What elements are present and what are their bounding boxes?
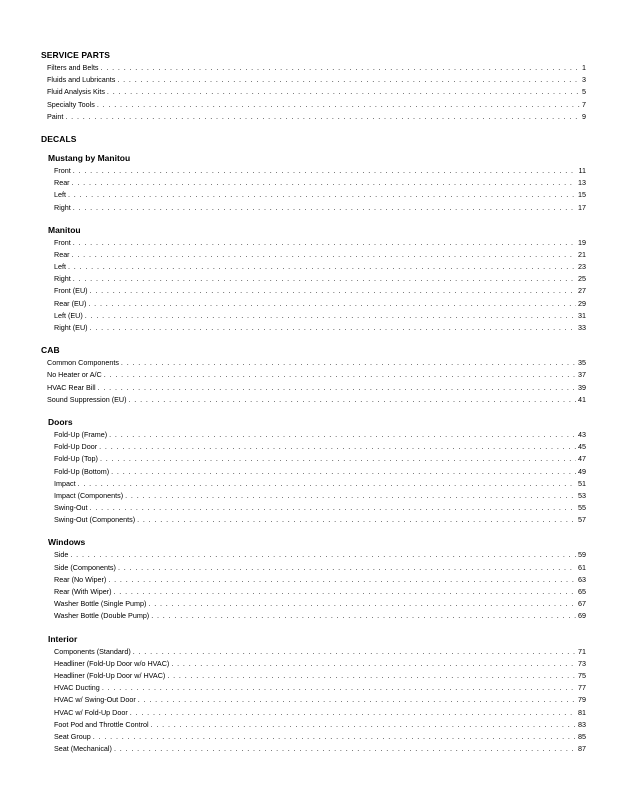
toc-entry-page-number: 77: [578, 683, 586, 693]
toc-entry[interactable]: [41, 298, 586, 310]
toc-entry[interactable]: [41, 670, 586, 682]
toc-entry-page-number: 21: [578, 249, 586, 259]
toc-entry-page-number: 7: [582, 99, 586, 109]
toc-entry-label: Impact: [54, 478, 76, 488]
toc-subsection: [41, 152, 586, 214]
dot-leader: [111, 466, 576, 478]
toc-entry-page-number: 25: [578, 274, 586, 284]
toc-entry-page-number: 39: [578, 382, 586, 392]
toc-entry-label: Right (EU): [54, 323, 88, 332]
toc-entry-label: Left (EU): [54, 310, 83, 320]
toc-entry-page-number: 57: [578, 515, 586, 525]
dot-leader: [72, 249, 576, 261]
toc-entry-page-number: 75: [578, 670, 586, 680]
toc-entry-page-number: 83: [578, 719, 586, 729]
toc-entry-page-number: 65: [578, 587, 586, 596]
toc-entry-label: Specialty Tools: [47, 99, 95, 109]
dot-leader: [104, 369, 576, 381]
toc-entry-page-number: 35: [578, 358, 586, 368]
toc-entry-label: Sound Suppression (EU): [47, 394, 127, 404]
toc-entry-page-number: 73: [578, 658, 586, 668]
toc-entry-page-number: 85: [578, 731, 586, 741]
toc-section: [41, 49, 586, 123]
toc-entry-label: Fluids and Lubricants: [47, 75, 116, 85]
toc-entry-page-number: 69: [578, 611, 586, 621]
toc-entry-label: Swing-Out: [54, 503, 88, 513]
toc-entry-page-number: 53: [578, 490, 586, 500]
dot-leader: [114, 743, 576, 755]
toc-entry-page-number: 15: [578, 190, 586, 200]
toc-entry[interactable]: [41, 441, 586, 453]
toc-entry[interactable]: [41, 562, 586, 574]
toc-entry[interactable]: [41, 514, 586, 526]
toc-entry-label: HVAC Ducting: [54, 683, 100, 693]
toc-entry[interactable]: [41, 731, 586, 743]
toc-entry-label: Rear (No Wiper): [54, 574, 107, 584]
dot-leader: [118, 562, 576, 574]
dot-leader: [138, 694, 576, 706]
toc-entry-page-number: 27: [578, 286, 586, 296]
toc-entry-page-number: 11: [578, 165, 586, 175]
dot-leader: [167, 670, 576, 682]
dot-leader: [73, 202, 576, 214]
dot-leader: [93, 731, 576, 743]
dot-leader: [114, 586, 576, 598]
toc-entry[interactable]: [41, 202, 586, 214]
dot-leader: [171, 658, 576, 670]
subsection-heading: Manitou: [48, 224, 81, 235]
section-heading: SERVICE PARTS: [41, 50, 111, 60]
toc-entry-page-number: 17: [578, 202, 586, 212]
toc-entry[interactable]: [41, 394, 586, 406]
toc-entry-label: Front: [54, 165, 71, 175]
toc-entry-label: Fold-Up (Top): [54, 454, 98, 464]
toc-entry[interactable]: [41, 502, 586, 514]
toc-entry[interactable]: [41, 707, 586, 719]
toc-entry[interactable]: [41, 429, 586, 441]
toc-subsection: [41, 633, 586, 756]
subsection-heading: Mustang by Manitou: [48, 152, 131, 163]
toc-entry-label: Rear (EU): [54, 298, 87, 308]
toc-entry-label: Filters and Belts: [47, 63, 99, 72]
toc-entry-page-number: 19: [578, 237, 586, 247]
toc-entry-label: Components (Standard): [54, 646, 131, 656]
toc-entry-page-number: 63: [578, 574, 586, 584]
toc-entry-page-number: 87: [578, 744, 586, 754]
dot-leader: [121, 357, 576, 369]
toc-entry-label: Fold-Up (Frame): [54, 429, 108, 439]
toc-entry[interactable]: [41, 719, 586, 731]
toc-entry-label: Washer Bottle (Single Pump): [54, 599, 147, 609]
toc-entry-label: Left: [54, 190, 66, 200]
toc-entry[interactable]: [41, 453, 586, 465]
dot-leader: [73, 237, 576, 249]
dot-leader: [130, 707, 576, 719]
toc-entry[interactable]: [41, 369, 586, 381]
toc-entry-page-number: 67: [578, 599, 586, 609]
toc-entry-label: Paint: [47, 111, 64, 121]
dot-leader: [100, 453, 576, 465]
toc-entry-label: No Heater or A/C: [47, 370, 102, 380]
toc-entry-page-number: 41: [578, 394, 586, 404]
toc-entry-label: Foot Pod and Throttle Control: [54, 719, 149, 729]
dot-leader: [107, 86, 580, 98]
toc-entry[interactable]: [41, 285, 586, 297]
toc-entry[interactable]: [41, 490, 586, 502]
dot-leader: [70, 549, 576, 561]
toc-entry[interactable]: [41, 261, 586, 273]
toc-entry[interactable]: [41, 743, 586, 755]
toc-entry-page-number: 29: [578, 298, 586, 308]
toc-entry-label: Front (EU): [54, 286, 88, 296]
dot-leader: [73, 165, 577, 177]
toc-entry-page-number: 3: [582, 75, 586, 85]
toc-entry-page-number: 31: [578, 310, 586, 320]
toc-section: [41, 344, 586, 755]
toc-entry[interactable]: [41, 74, 586, 86]
toc-entry-label: Right: [54, 202, 71, 212]
toc-entry[interactable]: [41, 62, 586, 74]
toc-entry-label: HVAC Rear Bill: [47, 382, 96, 392]
toc-entry-page-number: 45: [578, 442, 586, 452]
toc-entry-page-number: 47: [578, 454, 586, 464]
toc-entry[interactable]: [41, 165, 586, 177]
dot-leader: [68, 189, 576, 201]
dot-leader: [137, 514, 576, 526]
dot-leader: [102, 682, 576, 694]
toc-entry-label: Headliner (Fold-Up Door w/o HVAC): [54, 658, 170, 668]
dot-leader: [151, 610, 576, 622]
toc-entry-page-number: 37: [578, 370, 586, 380]
toc-subsection: [41, 224, 586, 335]
toc-entry-label: Side: [54, 550, 69, 560]
toc-entry-page-number: 51: [578, 478, 586, 488]
toc-entry-label: Common Components: [47, 358, 119, 368]
dot-leader: [85, 310, 576, 322]
toc-entry-page-number: 9: [582, 111, 586, 121]
toc-entry[interactable]: [41, 682, 586, 694]
toc-entry[interactable]: [41, 646, 586, 658]
toc-entry[interactable]: [41, 598, 586, 610]
dot-leader: [99, 441, 576, 453]
dot-leader: [68, 261, 576, 273]
toc-entry[interactable]: [41, 273, 586, 285]
dot-leader: [90, 502, 576, 514]
toc-entry-page-number: 33: [578, 323, 586, 332]
toc-entry-label: Fluid Analysis Kits: [47, 87, 105, 97]
toc-entry[interactable]: [41, 382, 586, 394]
toc-entry-label: Left: [54, 262, 66, 272]
toc-entry-page-number: 13: [578, 178, 586, 188]
dot-leader: [72, 177, 576, 189]
dot-leader: [101, 62, 580, 74]
toc-entry[interactable]: [41, 610, 586, 622]
toc-entry-label: Front: [54, 237, 71, 247]
dot-leader: [109, 429, 576, 441]
toc-subsection: [41, 536, 586, 622]
toc-entry-page-number: 23: [578, 262, 586, 272]
toc-entry-label: Seat (Mechanical): [54, 744, 112, 754]
toc-entry[interactable]: [41, 249, 586, 261]
toc-entry-label: Washer Bottle (Double Pump): [54, 611, 150, 621]
toc-entry-label: Impact (Components): [54, 490, 124, 500]
dot-leader: [125, 490, 576, 502]
toc-entry[interactable]: [41, 574, 586, 586]
toc-entry-label: HVAC w/ Swing-Out Door: [54, 695, 136, 705]
toc-entry-page-number: 59: [578, 550, 586, 560]
toc-entry[interactable]: [41, 99, 586, 111]
dot-leader: [117, 74, 580, 86]
toc-entry-page-number: 79: [578, 695, 586, 705]
toc-entry-page-number: 55: [578, 503, 586, 513]
subsection-heading: Windows: [48, 537, 86, 548]
toc-entry[interactable]: [41, 111, 586, 123]
toc-entry-label: Rear: [54, 178, 70, 188]
toc-entry-label: Rear (With Wiper): [54, 587, 112, 596]
section-heading: CAB: [41, 345, 60, 356]
toc-entry[interactable]: [41, 466, 586, 478]
toc-entry-page-number: 43: [578, 429, 586, 439]
toc-entry[interactable]: [41, 694, 586, 706]
toc-entry[interactable]: [41, 322, 586, 334]
toc-entry-page-number: 61: [578, 562, 586, 572]
toc-entry[interactable]: [41, 189, 586, 201]
toc-entry[interactable]: [41, 478, 586, 490]
dot-leader: [97, 99, 580, 111]
toc-entry-page-number: 1: [582, 63, 586, 72]
dot-leader: [108, 574, 576, 586]
toc-entry[interactable]: [41, 549, 586, 561]
toc-entry-label: Fold-Up (Bottom): [54, 466, 110, 476]
toc-entry[interactable]: [41, 586, 586, 598]
dot-leader: [90, 322, 576, 334]
toc-entry-page-number: 49: [578, 466, 586, 476]
dot-leader: [98, 382, 576, 394]
toc-entry[interactable]: [41, 177, 586, 189]
toc-entry-label: Seat Group: [54, 731, 91, 741]
toc-entry[interactable]: [41, 237, 586, 249]
dot-leader: [133, 646, 576, 658]
table-of-contents: [41, 49, 586, 755]
toc-entry[interactable]: [41, 357, 586, 369]
toc-entry-label: Swing-Out (Components): [54, 515, 136, 525]
dot-leader: [151, 719, 576, 731]
dot-leader: [65, 111, 580, 123]
subsection-heading: Doors: [48, 416, 73, 427]
dot-leader: [78, 478, 576, 490]
dot-leader: [88, 298, 576, 310]
toc-entry-page-number: 71: [578, 646, 586, 656]
toc-entry-label: Rear: [54, 249, 70, 259]
dot-leader: [73, 273, 576, 285]
dot-leader: [148, 598, 576, 610]
section-heading: DECALS: [41, 133, 77, 144]
dot-leader: [90, 285, 576, 297]
toc-entry-label: HVAC w/ Fold-Up Door: [54, 707, 128, 717]
toc-entry-label: Right: [54, 274, 71, 284]
dot-leader: [129, 394, 576, 406]
toc-entry-label: Fold-Up Door: [54, 442, 98, 452]
toc-entry-page-number: 5: [582, 87, 586, 97]
toc-entry-page-number: 81: [578, 707, 586, 717]
subsection-heading: Interior: [48, 633, 78, 644]
toc-entry[interactable]: [41, 310, 586, 322]
toc-entry[interactable]: [41, 658, 586, 670]
toc-subsection: [41, 416, 586, 527]
toc-entry-label: Side (Components): [54, 562, 116, 572]
toc-entry-label: Headliner (Fold-Up Door w/ HVAC): [54, 670, 166, 680]
toc-entry[interactable]: [41, 86, 586, 98]
toc-section: [41, 133, 586, 334]
